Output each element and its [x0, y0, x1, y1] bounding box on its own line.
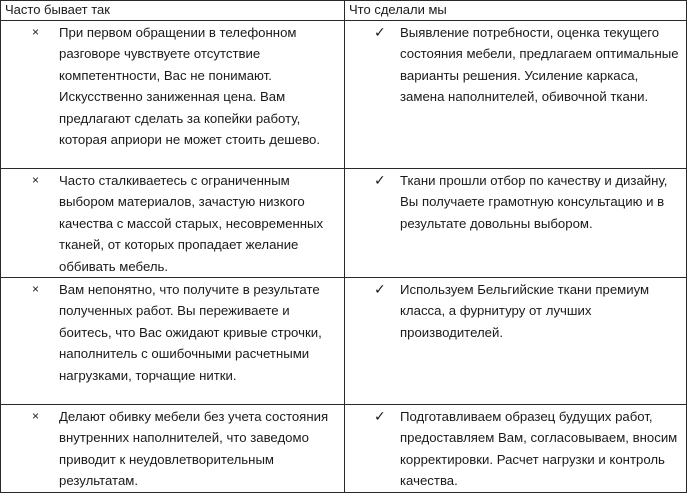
solution-text: Подготавливаем образец будущих работ, предоставляем Вам, согласовываем, вносим корректировки. Расчет нагрузки и контроль качества. [400, 409, 678, 489]
solution-text: Выявление потребности, оценка текущего состояния мебели, предлагаем оптимальные варианты решения. Усиление каркаса, замена наполнителей, обивочной ткани. [400, 25, 679, 105]
problem-cell [1, 405, 345, 493]
cross-icon: × [32, 409, 40, 424]
solution-text: Ткани прошли отбор по качеству и дизайну, Вы получаете грамотную консультацию и в результате довольны выбором. [400, 173, 668, 231]
table-row [1, 278, 687, 405]
problem-text: Часто сталкиваетесь с ограниченным выбором материалов, зачастую низкого качества с массой старых, несовременных тканей, от которых пропадает желание оббивать мебель. [59, 173, 324, 274]
check-icon: ✓ [374, 24, 386, 40]
header-solutions: Что сделали мы [345, 1, 687, 21]
solution-cell [345, 405, 687, 493]
cross-icon: × [32, 25, 40, 39]
check-icon: ✓ [374, 408, 386, 425]
header-problems: Часто бывает так [1, 1, 345, 21]
table-row [1, 169, 687, 278]
problem-cell [1, 278, 345, 405]
cross-icon: × [32, 173, 40, 187]
problem-text: Вам непонятно, что получите в результате полученных работ. Вы переживаете и боитесь, что Вас ожидают кривые строчки, наполнитель с ошибочными расчетными нагрузками, торчащие нитки. [59, 282, 322, 383]
cross-icon: × [32, 282, 40, 297]
problem-cell [1, 169, 345, 278]
table-header-row [1, 1, 687, 21]
solution-cell [345, 278, 687, 405]
table-row [1, 405, 687, 493]
check-icon: ✓ [374, 172, 386, 188]
table-row [1, 21, 687, 169]
problem-cell [1, 21, 345, 169]
solution-text: Используем Бельгийские ткани премиум класса, а фурнитуру от лучших производителей. [400, 282, 650, 340]
solution-cell [345, 169, 687, 278]
problem-text: Делают обивку мебели без учета состояния внутренних наполнителей, что заведомо приводит к неудовлетворительным результатам. [59, 409, 329, 489]
problem-text: При первом обращении в телефонном разговоре чувствуете отсутствие компетентности, Вас не понимают. Искусственно заниженная цена. Вам предлагают сделать за копейки работу, которая априори не может стоить дешево. [59, 25, 321, 148]
solution-cell [345, 21, 687, 169]
check-icon: ✓ [374, 281, 386, 298]
